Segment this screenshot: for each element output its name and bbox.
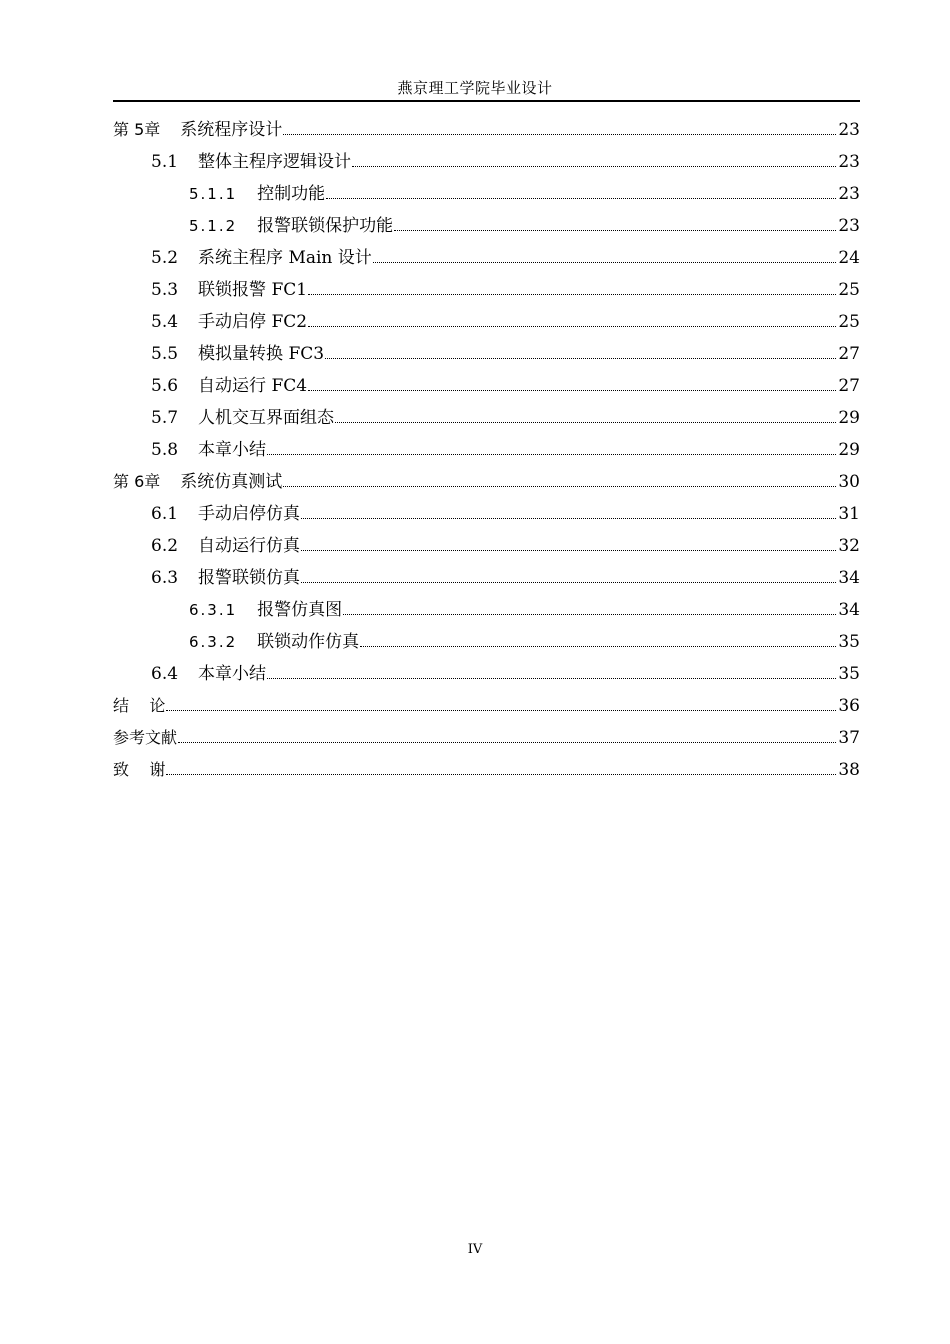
toc-entry[interactable] [113,146,860,178]
toc-entry[interactable] [113,434,860,466]
toc-entry-title: 系统仿真测试 [180,472,283,492]
toc-entry[interactable] [113,306,860,338]
toc-entry-page: 24 [838,248,860,268]
toc-entry[interactable] [113,594,860,626]
toc-entry-page: 23 [838,184,860,204]
toc-entry-title: 报警仿真图 [257,600,343,620]
toc-entry[interactable] [113,274,860,306]
toc-entry-number: 6.3.1 [189,601,238,619]
toc-dot-leader [178,742,836,743]
toc-entry[interactable] [113,530,860,562]
toc-entry[interactable] [113,562,860,594]
toc-entry-number: 5.5 [151,344,179,364]
toc-dot-leader [283,134,836,135]
toc-entry[interactable] [113,466,860,498]
toc-entry-number: 6.2 [151,536,179,556]
toc-entry-title: 自动运行 FC4 [198,376,308,396]
toc-entry[interactable] [113,210,860,242]
toc-entry-number: 5.1 [151,152,179,172]
toc-entry-title: 报警联锁保护功能 [257,216,394,236]
toc-entry[interactable] [113,370,860,402]
page-header-title: 燕京理工学院毕业设计 [397,79,553,97]
toc-dot-leader [326,198,836,199]
toc-entry-number: 5.3 [151,280,179,300]
toc-entry-page: 29 [838,440,860,460]
toc-entry-title: 人机交互界面组态 [198,408,335,428]
toc-entry-title: 联锁动作仿真 [257,632,360,652]
toc-entry-page: 23 [838,120,860,140]
toc-entry-page: 30 [838,472,860,492]
toc-dot-leader [301,550,836,551]
toc-entry-title: 自动运行仿真 [198,536,301,556]
table-of-contents [113,114,860,786]
toc-entry-page: 38 [838,760,860,780]
toc-dot-leader [301,582,836,583]
header-rule [113,100,860,102]
toc-entry-page: 27 [838,376,860,396]
toc-entry-page: 25 [838,280,860,300]
toc-dot-leader [394,230,836,231]
toc-entry-title: 系统主程序 Main 设计 [198,248,372,268]
toc-entry-number: 6.3.2 [189,633,238,651]
toc-entry-title: 本章小结 [198,440,267,460]
toc-entry-title: 手动启停 FC2 [198,312,308,332]
toc-entry-page: 35 [838,632,860,652]
toc-dot-leader [308,390,836,391]
toc-entry[interactable] [113,690,860,722]
toc-entry-page: 31 [838,504,860,524]
toc-entry[interactable] [113,722,860,754]
toc-entry-number: 第 5章 [113,120,161,139]
toc-entry-title: 联锁报警 FC1 [198,280,308,300]
toc-dot-leader [267,454,836,455]
toc-dot-leader [308,294,836,295]
toc-entry-page: 34 [838,568,860,588]
toc-dot-leader [360,646,836,647]
toc-entry-number: 5.1.2 [189,217,238,235]
toc-entry-page: 29 [838,408,860,428]
toc-entry[interactable] [113,114,860,146]
toc-entry-number: 5.2 [151,248,179,268]
toc-dot-leader [308,326,836,327]
toc-entry-page: 23 [838,152,860,172]
toc-entry-number: 6.4 [151,664,179,684]
toc-dot-leader [267,678,836,679]
toc-entry-number: 第 6章 [113,472,161,491]
toc-entry-page: 36 [838,696,860,716]
toc-entry[interactable] [113,754,860,786]
toc-dot-leader [343,614,836,615]
toc-entry-number: 5.6 [151,376,179,396]
page-number: IV [467,1242,483,1257]
toc-entry-page: 35 [838,664,860,684]
toc-dot-leader [166,774,836,775]
toc-entry[interactable] [113,402,860,434]
toc-dot-leader [373,262,837,263]
toc-dot-leader [283,486,836,487]
toc-entry-page: 27 [838,344,860,364]
toc-entry-number: 5.7 [151,408,179,428]
toc-entry-title: 致 谢 [113,760,166,779]
toc-entry-number: 5.1.1 [189,185,238,203]
toc-dot-leader [335,422,836,423]
toc-entry-title: 控制功能 [257,184,326,204]
toc-entry-page: 23 [838,216,860,236]
toc-dot-leader [325,358,836,359]
toc-entry-number: 5.4 [151,312,179,332]
toc-dot-leader [166,710,836,711]
toc-entry-page: 37 [838,728,860,748]
toc-entry-title: 整体主程序逻辑设计 [198,152,352,172]
toc-entry-title: 系统程序设计 [180,120,283,140]
toc-entry-title: 手动启停仿真 [198,504,301,524]
toc-entry[interactable] [113,498,860,530]
toc-dot-leader [301,518,836,519]
toc-dot-leader [352,166,836,167]
toc-entry-title: 参考文献 [113,728,178,747]
toc-entry[interactable] [113,658,860,690]
toc-entry-number: 5.8 [151,440,179,460]
toc-entry[interactable] [113,242,860,274]
toc-entry[interactable] [113,626,860,658]
toc-entry-page: 25 [838,312,860,332]
toc-entry-title: 模拟量转换 FC3 [198,344,325,364]
toc-entry-title: 报警联锁仿真 [198,568,301,588]
toc-entry-title: 本章小结 [198,664,267,684]
toc-entry[interactable] [113,178,860,210]
toc-entry[interactable] [113,338,860,370]
toc-entry-title: 结 论 [113,696,166,715]
toc-entry-number: 6.3 [151,568,179,588]
toc-entry-page: 32 [838,536,860,556]
toc-entry-number: 6.1 [151,504,179,524]
toc-entry-page: 34 [838,600,860,620]
